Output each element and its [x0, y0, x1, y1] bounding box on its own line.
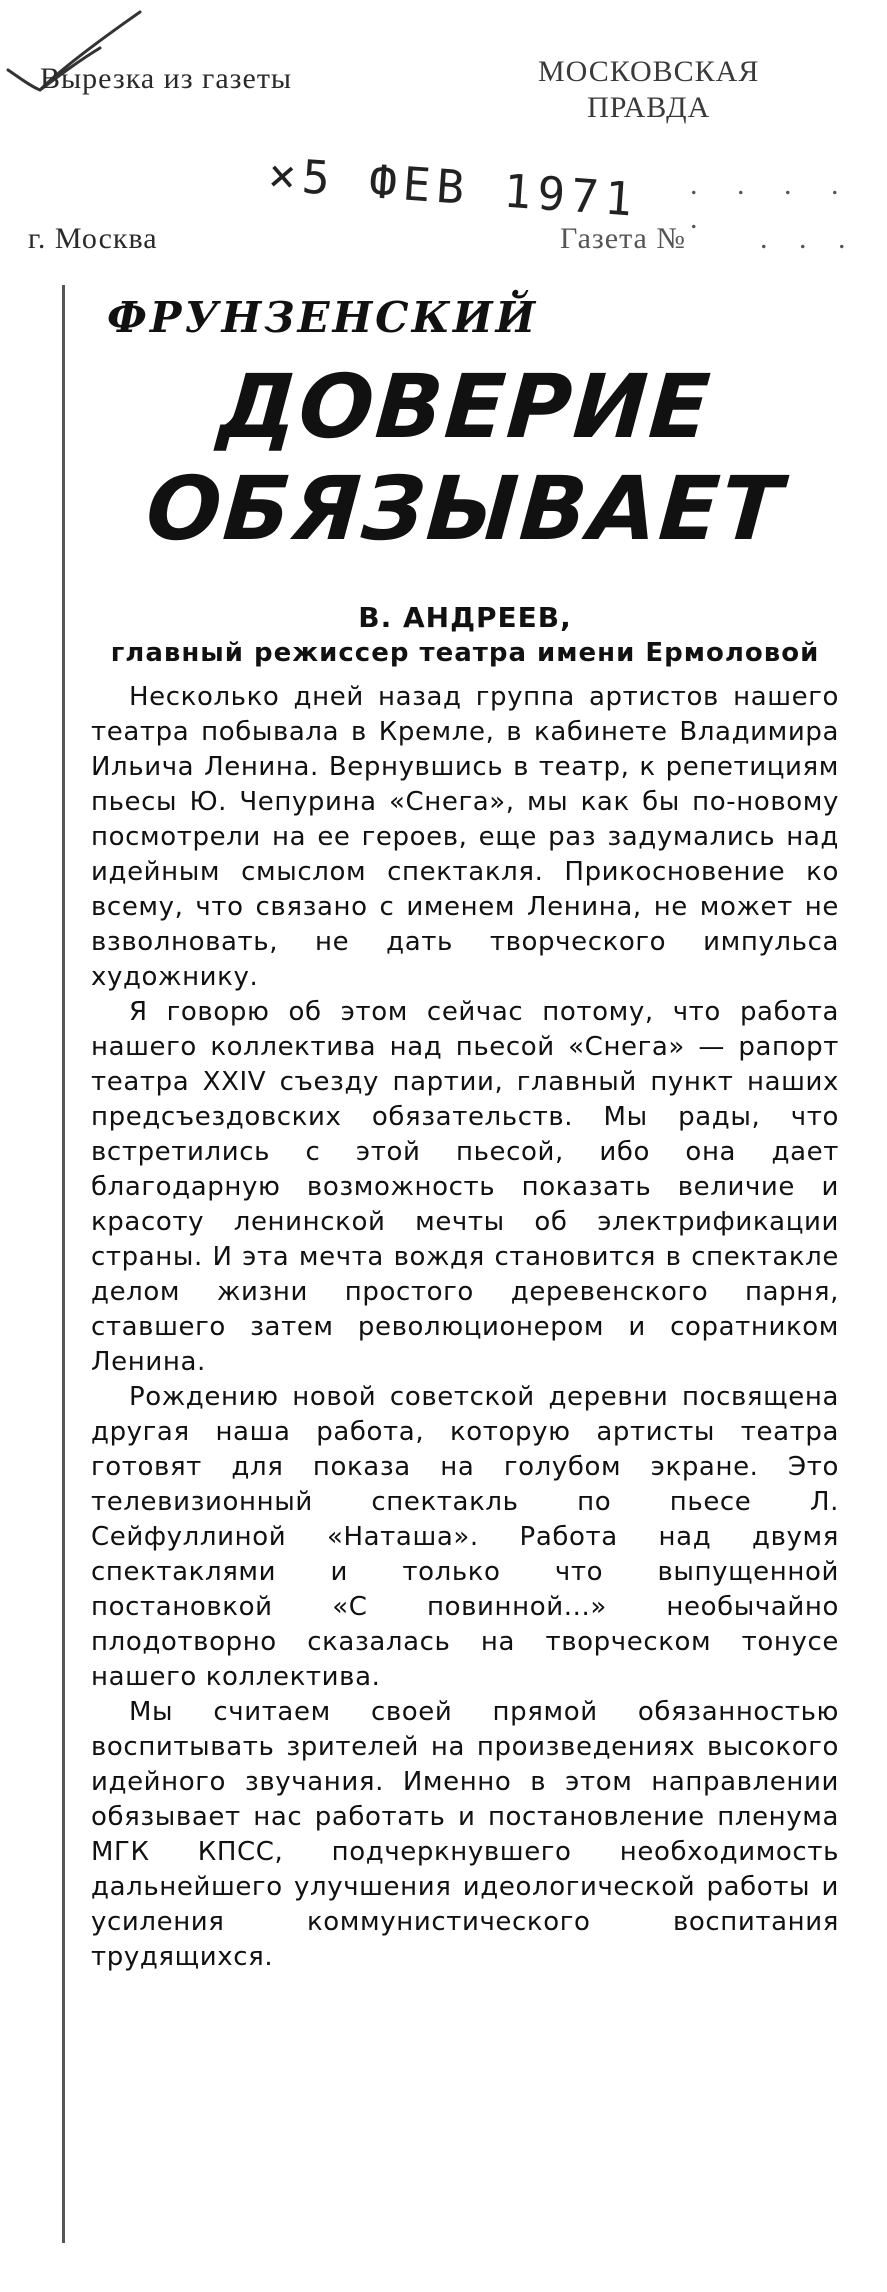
paragraph: Рождению новой советской деревни посвящена другая наша работа, которую артисты театра готовят для показа на голубом экране. Это телевизионный спектакль по пьесе Л. Сейфуллиной «Наташа». Работа над двумя спектаклями и только что выпущенной постановкой «С повинной...» необычайно плодотворно сказалась на творческом тонусе нашего коллектива.: [91, 1382, 839, 1692]
author-title: главный режиссер театра имени Ермоловой: [110, 638, 820, 668]
date-stamp: ×5 ФЕВ 1971: [266, 147, 641, 227]
publication-name-line1: МОСКОВСКАЯ: [538, 55, 760, 88]
paragraph: Мы считаем своей прямой обязанностью воспитывать зрителей на произведениях высокого идейного звучания. Именно в этом направлении обязывает нас работать и постановление пленума МГК КПСС, подчеркнувшего необходимость дальнейшего улучшения идеологической работы и усиления коммунистического воспитания трудящихся.: [91, 1697, 839, 1972]
headline-line-1: ДОВЕРИЕ: [215, 355, 715, 458]
dotted-fill-line: . . . . .: [690, 168, 855, 235]
paragraph: Несколько дней назад группа артистов нашего театра побывала в Кремле, в кабинете Владимира Ильича Ленина. Вернувшись в театр, к репетициям пьесы Ю. Чепурина «Снега», мы как бы по-новому посмотрели на ее героев, еще раз задумались над идейным смыслом спектакля. Прикосновение ко всему, что связано с именем Ленина, не может не взволновать, не дать творческого импульса художнику.: [91, 682, 839, 992]
paragraph: Я говорю об этом сейчас потому, что работа нашего коллектива над пьесой «Снега» — рапорт театра XXIV съезду партии, главный пункт наших предсъездовских обязательств. Мы рады, что встретились с этой пьесой, ибо она дает благодарную возможность показать величие и красоту ленинской мечты об электрификации страны. И эта мечта вождя становится в спектакле делом жизни простого деревенского парня, ставшего затем революционером и соратником Ленина.: [91, 997, 839, 1377]
clip-label: Вырезка из газеты: [40, 62, 293, 95]
headline-line-2: ОБЯЗЫВАЕТ: [143, 457, 787, 560]
article-column: [62, 285, 839, 2243]
author-name: В. АНДРЕЕВ,: [358, 601, 572, 634]
publication-name: [538, 54, 759, 126]
gazeta-number-label: Газета №: [560, 222, 686, 255]
publication-name-line2: ПРАВДА: [587, 91, 711, 124]
rubric-heading: ФРУНЗЕНСКИЙ: [107, 293, 539, 342]
byline: [91, 600, 839, 670]
gazeta-number-dots: . . .: [760, 222, 858, 255]
city-label: г. Москва: [28, 222, 158, 255]
